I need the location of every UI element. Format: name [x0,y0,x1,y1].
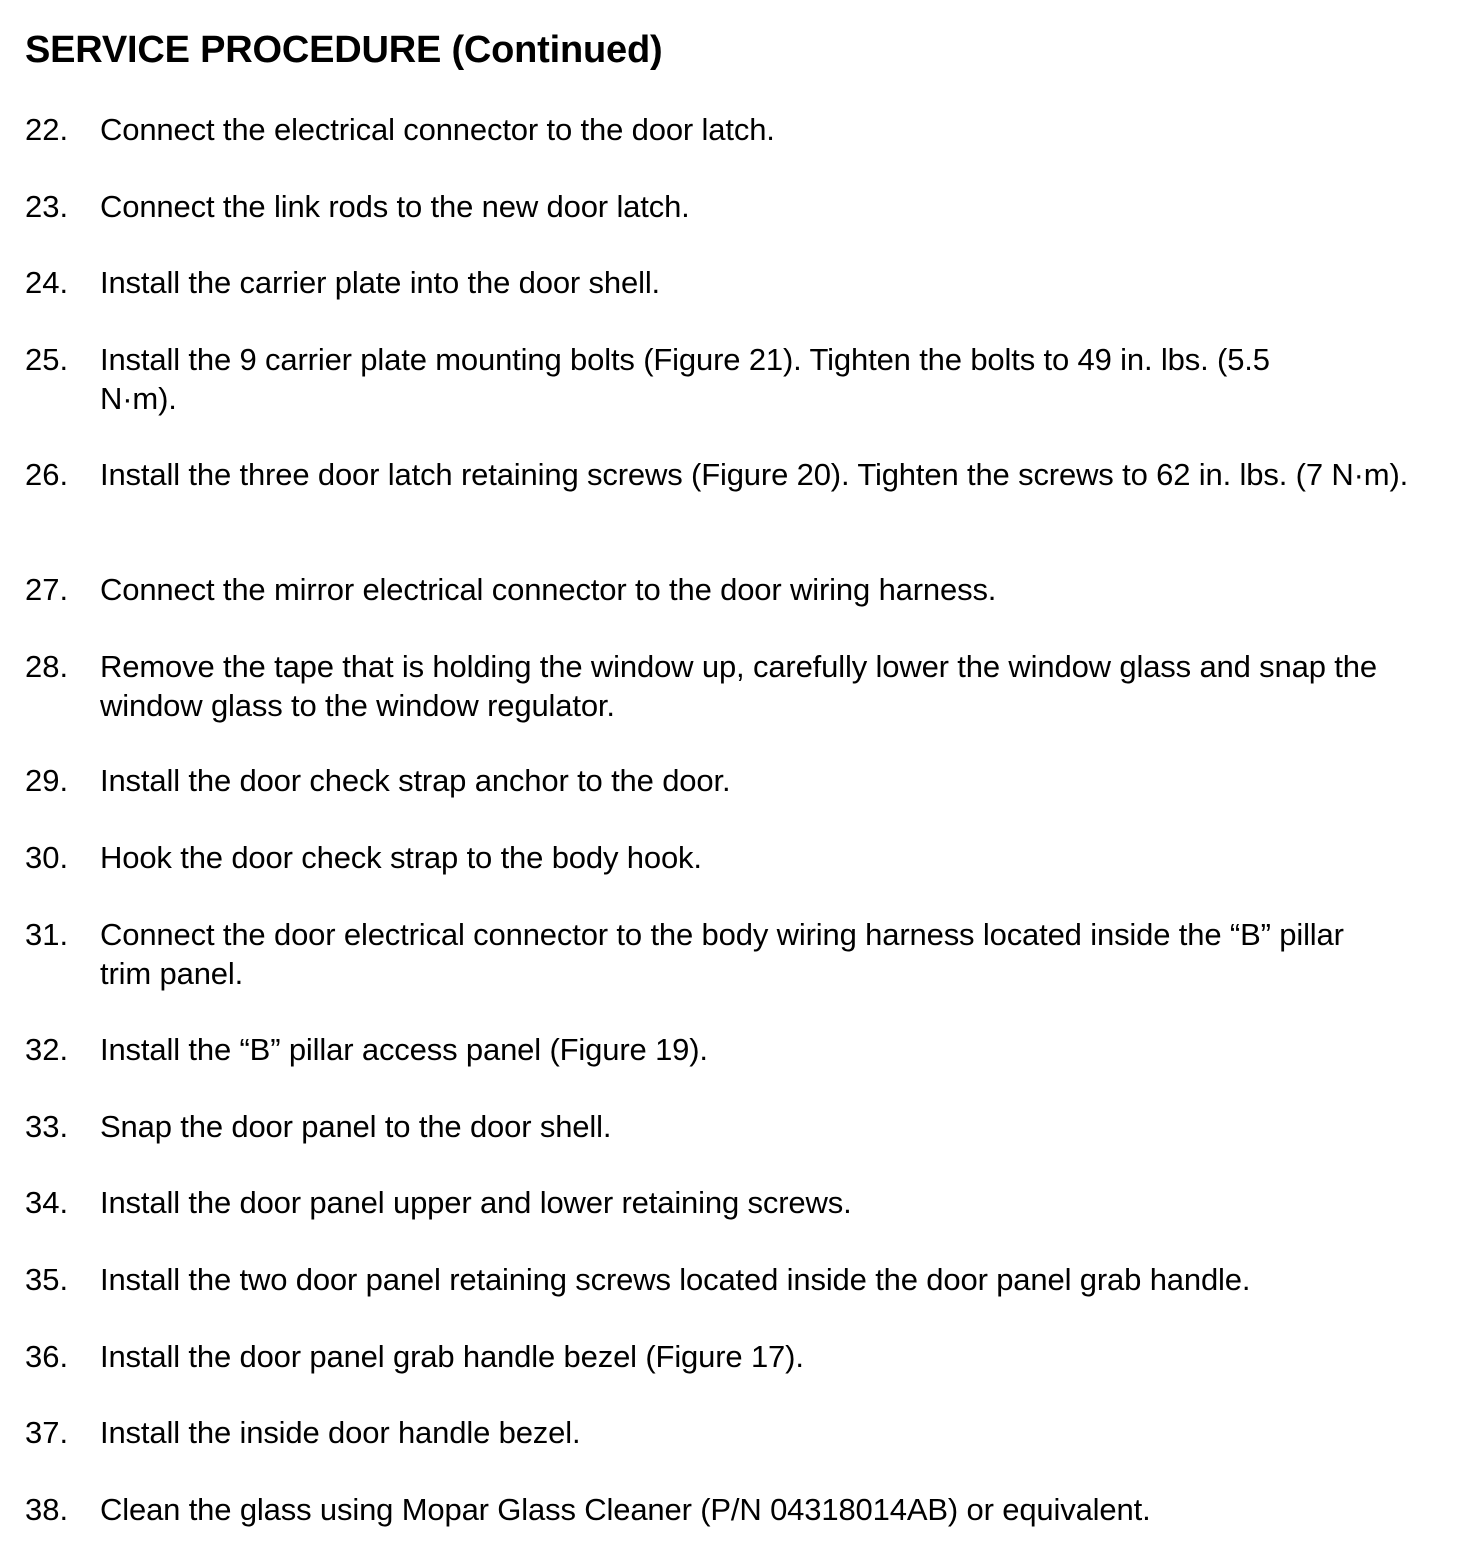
step-item [25,264,1450,303]
step-number: 25. [25,342,69,377]
step-item [25,571,1450,610]
step-number: 23. [25,189,69,224]
step-text: Install the 9 carrier plate mounting bolts (Figure 21). Tighten the bolts to 49 in. lbs. (5.5 N·m). [100,342,1270,416]
step-item [25,1108,1450,1147]
page-heading: SERVICE PROCEDURE (Continued) [25,29,663,71]
step-text: Install the three door latch retaining screws (Figure 20). Tighten the screws to 62 in. lbs. (7 N·m). [100,457,1409,492]
step-number: 24. [25,265,69,300]
step-text: Hook the door check strap to the body hook. [100,840,702,875]
step-number: 22. [25,112,69,147]
step-text: Install the carrier plate into the door shell. [100,265,661,300]
step-text: Connect the link rods to the new door latch. [100,189,690,224]
step-text: Connect the mirror electrical connector to the door wiring harness. [100,572,997,607]
step-text: Install the inside door handle bezel. [100,1415,581,1450]
step-number: 30. [25,840,69,875]
step-item [25,839,1450,878]
step-text: Install the door panel grab handle bezel (Figure 17). [100,1339,804,1374]
step-item [25,1414,1450,1453]
step-item [25,648,1450,725]
step-number: 35. [25,1262,69,1297]
step-number: 36. [25,1339,69,1374]
step-number: 38. [25,1492,69,1527]
step-item [25,1031,1450,1070]
step-item [25,1338,1450,1377]
step-text: Snap the door panel to the door shell. [100,1109,612,1144]
step-item [25,1184,1450,1223]
step-item [25,762,1450,801]
step-number: 31. [25,917,69,952]
step-text: Install the “B” pillar access panel (Figure 19). [100,1032,708,1067]
step-text: Remove the tape that is holding the window up, carefully lower the window glass and snap the window glass to the window regulator. [100,649,1377,723]
step-item [25,188,1450,227]
step-item [25,456,1450,495]
step-text: Connect the door electrical connector to the body wiring harness located inside the “B” pillar trim panel. [100,917,1344,991]
step-number: 34. [25,1185,69,1220]
step-number: 26. [25,457,69,492]
step-text: Install the two door panel retaining screws located inside the door panel grab handle. [100,1262,1251,1297]
step-number: 32. [25,1032,69,1067]
step-item [25,1261,1450,1300]
step-item [25,341,1450,418]
step-text: Install the door panel upper and lower retaining screws. [100,1185,852,1220]
step-item [25,111,1450,150]
step-text: Connect the electrical connector to the door latch. [100,112,775,147]
step-number: 28. [25,649,69,684]
step-item [25,1491,1450,1530]
step-number: 29. [25,763,69,798]
step-text: Clean the glass using Mopar Glass Cleaner (P/N 04318014AB) or equivalent. [100,1492,1151,1527]
step-item [25,916,1450,993]
step-text: Install the door check strap anchor to the door. [100,763,731,798]
step-number: 27. [25,572,69,607]
step-number: 37. [25,1415,69,1450]
step-number: 33. [25,1109,69,1144]
